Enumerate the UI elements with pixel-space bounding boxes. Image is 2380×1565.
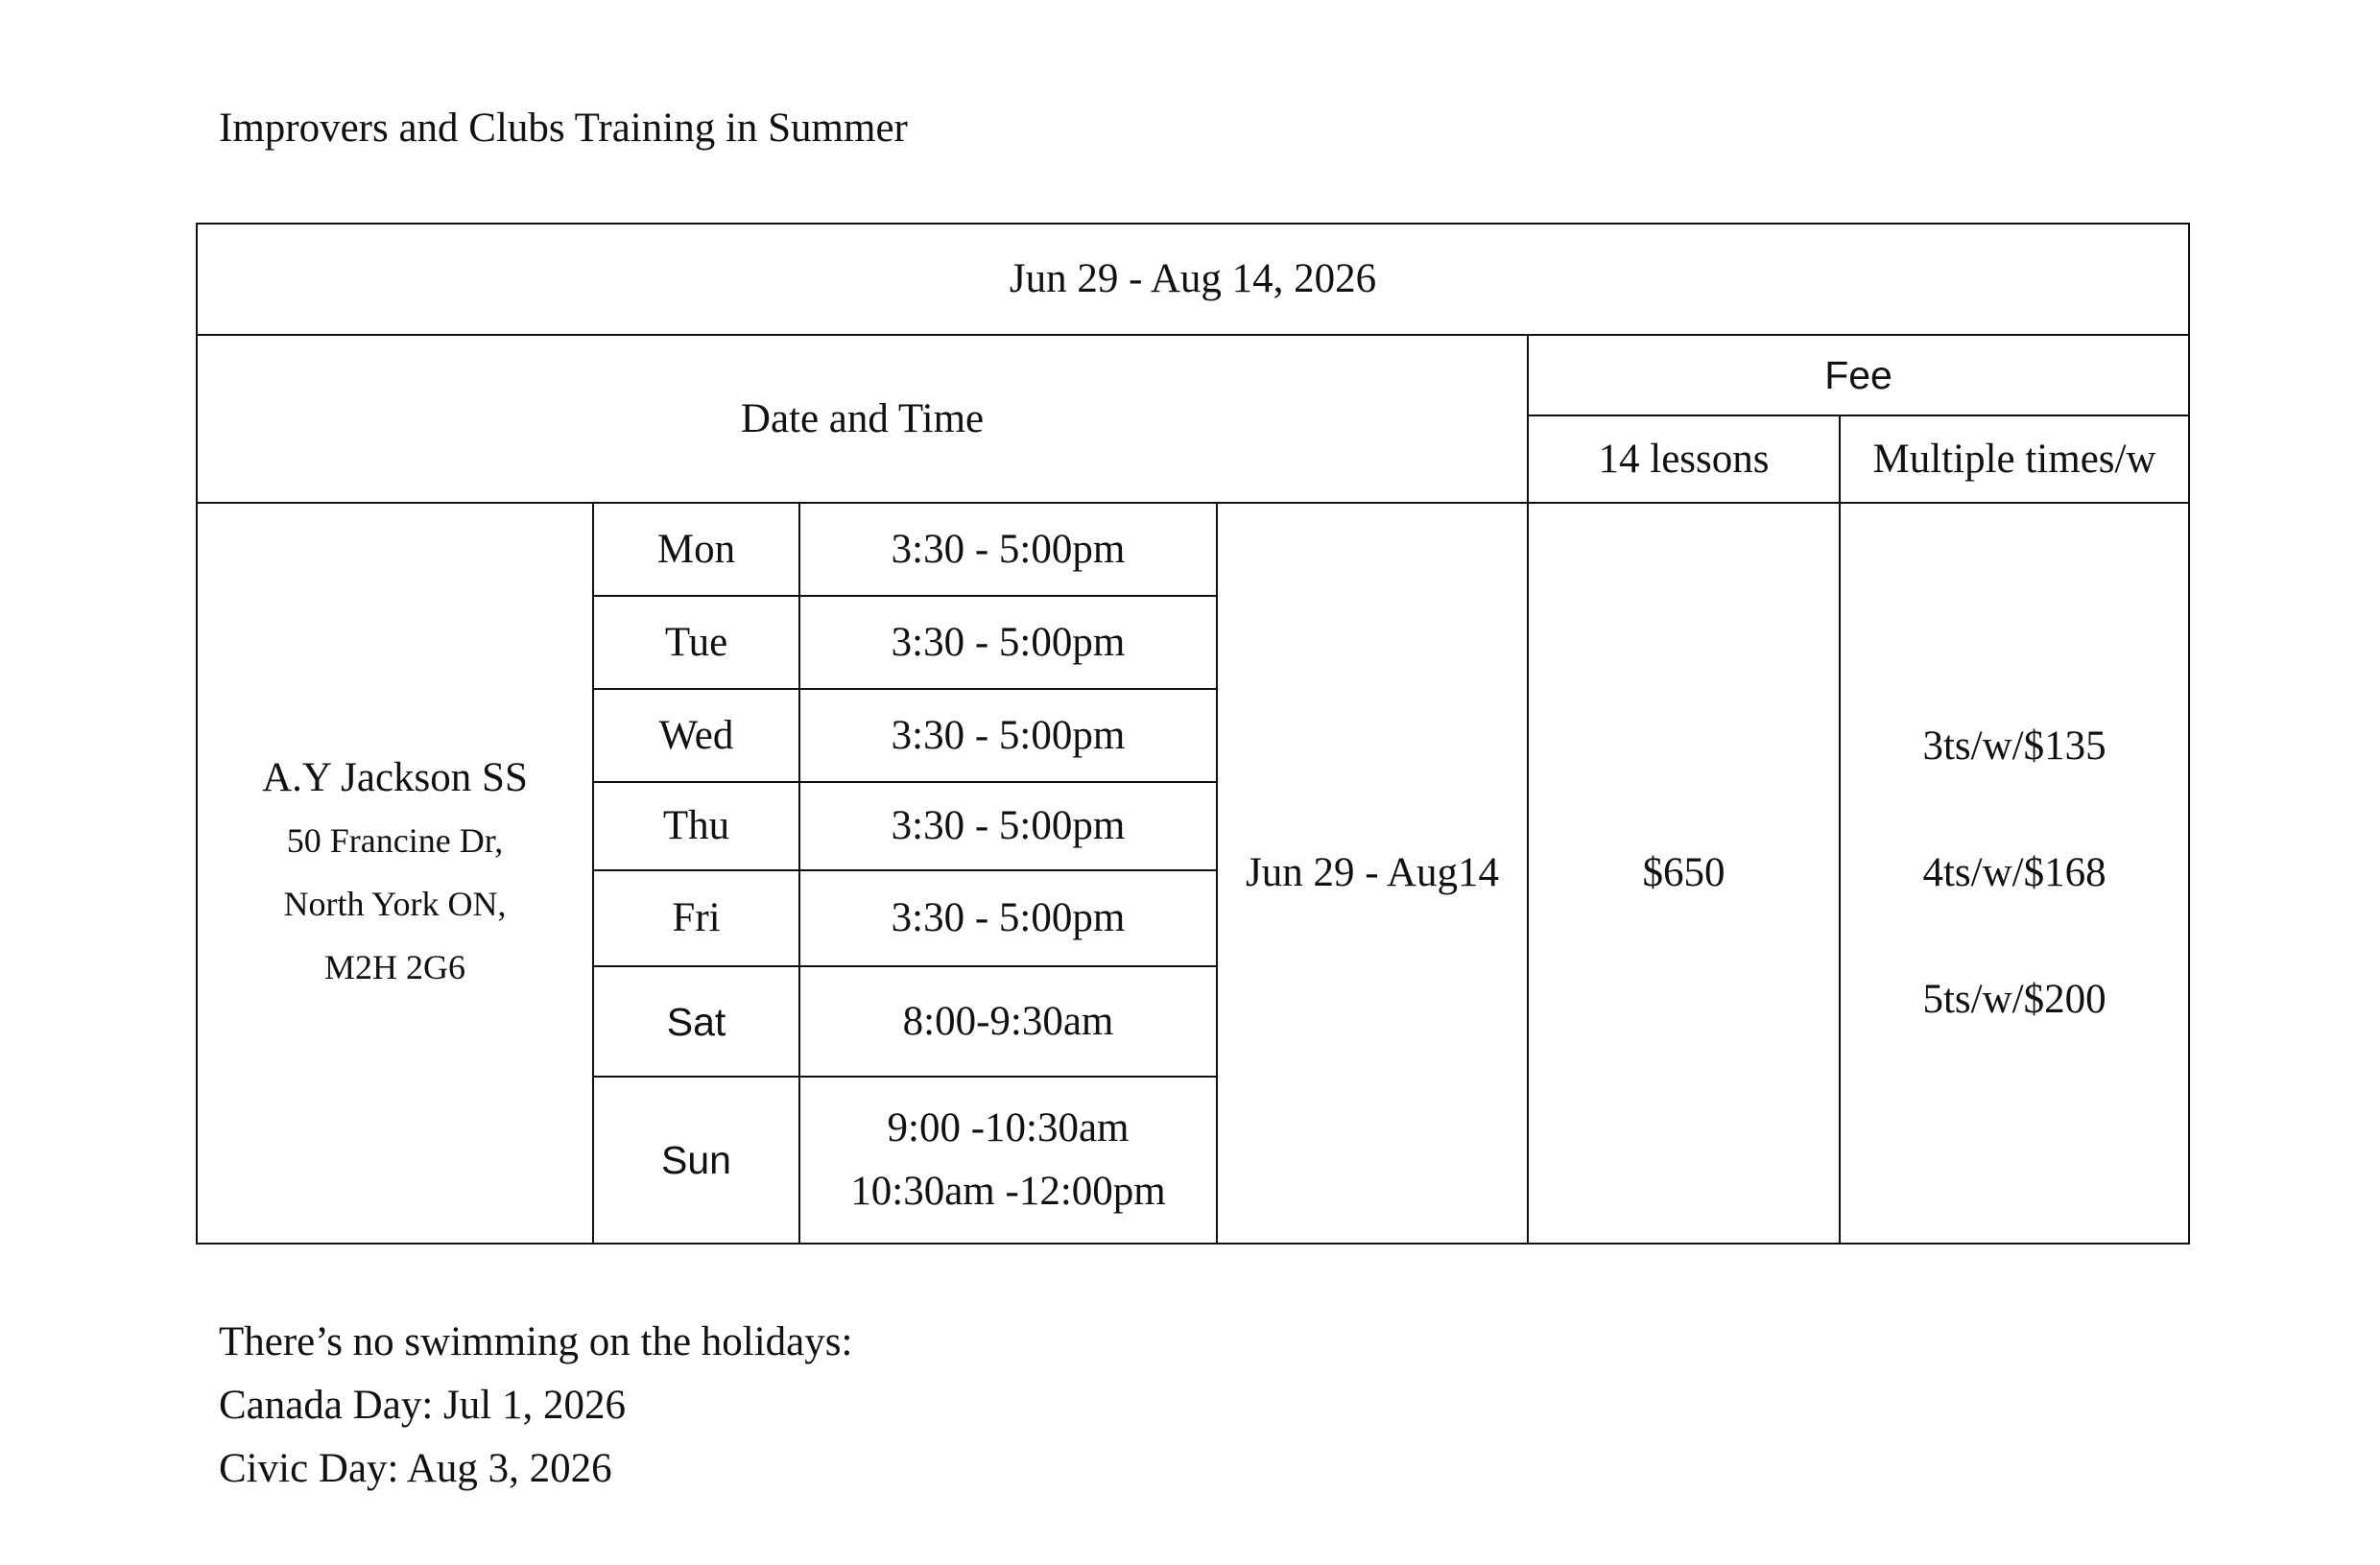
time-cell: 3:30 - 5:00pm [799, 503, 1217, 596]
time-line: 9:00 -10:30am [887, 1105, 1130, 1150]
fee-option-gap [1841, 775, 2188, 844]
day-cell: Sun [593, 1077, 799, 1244]
time-cell: 3:30 - 5:00pm [799, 689, 1217, 782]
day-cell: Thu [593, 782, 799, 870]
fee-14-lessons-cell: $650 [1528, 503, 1840, 1244]
fee-multiple-cell [1840, 503, 2189, 1244]
fee-header: Fee [1528, 335, 2189, 415]
day-cell: Fri [593, 870, 799, 966]
day-cell: Wed [593, 689, 799, 782]
time-cell: 3:30 - 5:00pm [799, 870, 1217, 966]
time-cell [799, 1077, 1217, 1244]
location-cell [197, 503, 593, 1244]
date-time-header: Date and Time [197, 335, 1528, 503]
fee-option: 3ts/w/$135 [1922, 723, 2106, 769]
day-cell: Tue [593, 596, 799, 689]
time-cell: 8:00-9:30am [799, 966, 1217, 1077]
location-address-line2: North York ON, [283, 885, 507, 923]
time-cell: 3:30 - 5:00pm [799, 596, 1217, 689]
schedule-table [196, 223, 2190, 1245]
fee-option: 5ts/w/$200 [1922, 977, 2106, 1022]
time-cell: 3:30 - 5:00pm [799, 782, 1217, 870]
period-header: Jun 29 - Aug 14, 2026 [197, 224, 2189, 335]
page-title: Improvers and Clubs Training in Summer [219, 106, 908, 151]
fee-lessons-header: 14 lessons [1528, 415, 1840, 503]
holiday-item: Civic Day: Aug 3, 2026 [219, 1446, 612, 1491]
location-name: A.Y Jackson SS [262, 755, 528, 800]
day-cell: Sat [593, 966, 799, 1077]
time-line: 10:30am -12:00pm [850, 1169, 1166, 1214]
day-cell: Mon [593, 503, 799, 596]
holiday-notes [219, 1311, 852, 1501]
holiday-item: Canada Day: Jul 1, 2026 [219, 1383, 626, 1428]
location-address-line3: M2H 2G6 [323, 948, 465, 986]
fee-option-gap [1841, 902, 2188, 971]
fee-multiple-header: Multiple times/w [1840, 415, 2189, 503]
location-address-line1: 50 Francine Dr, [286, 821, 504, 860]
holiday-notes-intro: There’s no swimming on the holidays: [219, 1319, 853, 1364]
fee-option: 4ts/w/$168 [1922, 850, 2106, 895]
date-range-cell: Jun 29 - Aug14 [1217, 503, 1528, 1244]
